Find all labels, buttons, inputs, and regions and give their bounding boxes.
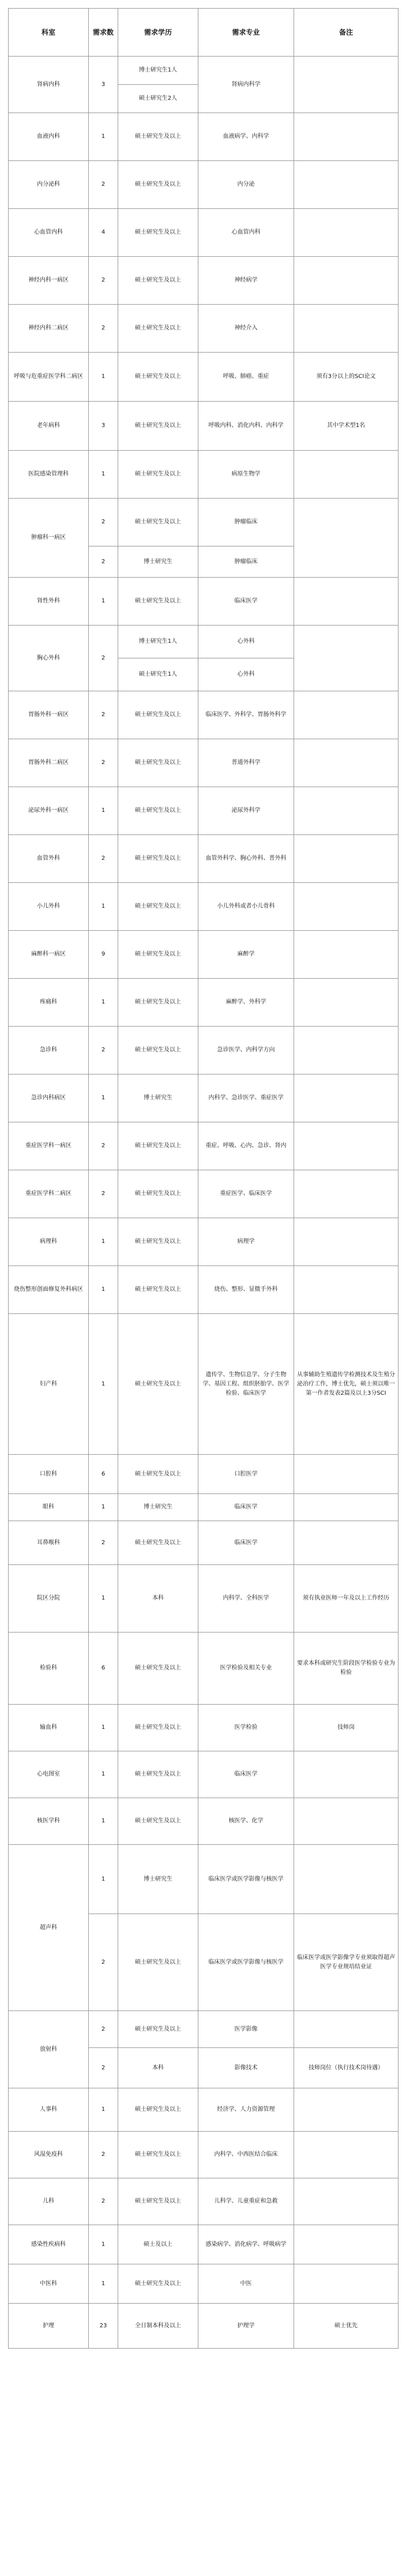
count-cell: 1: [89, 2225, 118, 2264]
major-cell: 烧伤、整形、显微手外科: [198, 1266, 294, 1314]
note-cell: [294, 691, 399, 739]
count-cell: 2: [89, 739, 118, 787]
count-cell: 1: [89, 883, 118, 931]
note-cell: [294, 2178, 399, 2225]
count-cell: 1: [89, 2088, 118, 2132]
education-cell: 博士研究生1人: [118, 626, 198, 658]
department-cell: 放射科: [9, 2011, 89, 2088]
department-cell: 核医学科: [9, 1798, 89, 1845]
education-cell: 硕士研究生及以上: [118, 1633, 198, 1705]
department-cell: 肿瘤科一病区: [9, 499, 89, 578]
note-cell: [294, 113, 399, 161]
table-row: [9, 402, 399, 451]
count-cell: 1: [89, 1266, 118, 1314]
education-cell: 硕士及以上: [118, 2225, 198, 2264]
major-cell: 核医学、化学: [198, 1798, 294, 1845]
education-cell: 硕士研究生及以上: [118, 113, 198, 161]
note-cell: [294, 2264, 399, 2304]
department-cell: 妇产科: [9, 1314, 89, 1455]
note-cell: [294, 1521, 399, 1565]
table-row: [9, 209, 399, 257]
department-cell: 呼吸与危重症医学科二病区: [9, 353, 89, 402]
education-cell: 硕士研究生及以上: [118, 1170, 198, 1218]
note-cell: [294, 1266, 399, 1314]
department-cell: 泌尿外科一病区: [9, 787, 89, 835]
table-row: [9, 883, 399, 931]
note-cell: [294, 1845, 399, 1914]
table-row: [9, 2011, 399, 2048]
department-cell: 病理科: [9, 1218, 89, 1266]
education-cell: 硕士研究生及以上: [118, 883, 198, 931]
major-cell: 肾病内科学: [198, 57, 294, 113]
department-cell: 急诊科: [9, 1027, 89, 1074]
major-cell: 临床医学: [198, 1494, 294, 1521]
note-cell: 其中学术型1名: [294, 402, 399, 451]
education-cell: 硕士研究生及以上: [118, 1266, 198, 1314]
count-cell: 2: [89, 1027, 118, 1074]
table-row: [9, 1122, 399, 1170]
major-cell: 呼吸、肺癌、重症: [198, 353, 294, 402]
department-cell: 胸心外科: [9, 626, 89, 691]
major-cell: 儿科学、儿童重症和急救: [198, 2178, 294, 2225]
count-cell: 2: [89, 2132, 118, 2178]
note-cell: [294, 1455, 399, 1494]
education-cell: 博士研究生: [118, 546, 198, 578]
department-cell: 心血管内科: [9, 209, 89, 257]
header-count: 需求数: [89, 9, 118, 57]
major-cell: 急诊医学、内科学方向: [198, 1027, 294, 1074]
department-cell: 神经内科二病区: [9, 305, 89, 353]
table-row: [9, 1751, 399, 1798]
major-cell: 内分泌: [198, 161, 294, 209]
department-cell: 神经内科一病区: [9, 257, 89, 305]
major-cell: 普通外科学: [198, 739, 294, 787]
table-row: [9, 1705, 399, 1751]
note-cell: [294, 2088, 399, 2132]
education-cell: 硕士研究生及以上: [118, 979, 198, 1027]
table-row: [9, 2178, 399, 2225]
major-cell: 遗传学、生物信息学、分子生物学、基因工程、组织胚胎学、医学检验、临床医学: [198, 1314, 294, 1455]
major-cell: 心外科: [198, 626, 294, 658]
table-row: [9, 578, 399, 626]
count-cell: 2: [89, 546, 118, 578]
major-cell: 小儿外科或者小儿骨科: [198, 883, 294, 931]
count-cell: 2: [89, 1170, 118, 1218]
header-row: [9, 9, 399, 57]
major-cell: 内科学、急诊医学、重症医学: [198, 1074, 294, 1122]
count-cell: 3: [89, 402, 118, 451]
education-cell: 硕士研究生及以上: [118, 931, 198, 979]
department-cell: 肾性外科: [9, 578, 89, 626]
table-row: [9, 1565, 399, 1633]
count-cell: 2: [89, 257, 118, 305]
count-cell: 2: [89, 2011, 118, 2048]
note-cell: 要求本科或研究生阶段医学检验专业为检验: [294, 1633, 399, 1705]
count-cell: 2: [89, 161, 118, 209]
count-cell: 4: [89, 209, 118, 257]
major-cell: 麻醉学、外科学: [198, 979, 294, 1027]
count-cell: 3: [89, 57, 118, 113]
department-cell: 耳鼻喉科: [9, 1521, 89, 1565]
count-cell: 1: [89, 1314, 118, 1455]
table-row: [9, 1455, 399, 1494]
count-cell: 1: [89, 787, 118, 835]
education-cell: 博士研究生1人: [118, 57, 198, 85]
department-cell: 输血科: [9, 1705, 89, 1751]
header-notes: 备注: [294, 9, 399, 57]
education-cell: 硕士研究生及以上: [118, 161, 198, 209]
major-cell: 心血管内科: [198, 209, 294, 257]
table-row: [9, 1494, 399, 1521]
department-cell: 感染性疾病科: [9, 2225, 89, 2264]
table-row: [9, 626, 399, 658]
table-row: [9, 57, 399, 85]
count-cell: 2: [89, 1122, 118, 1170]
education-cell: 硕士研究生及以上: [118, 257, 198, 305]
department-cell: 中医科: [9, 2264, 89, 2304]
note-cell: [294, 2225, 399, 2264]
major-cell: 呼吸内科、消化内科、内科学: [198, 402, 294, 451]
note-cell: [294, 209, 399, 257]
count-cell: 23: [89, 2304, 118, 2349]
education-cell: 硕士研究生及以上: [118, 1027, 198, 1074]
table-row: [9, 2264, 399, 2304]
education-cell: 硕士研究生及以上: [118, 1914, 198, 2011]
education-cell: 硕士研究生及以上: [118, 2011, 198, 2048]
table-row: [9, 1170, 399, 1218]
table-row: [9, 1074, 399, 1122]
note-cell: [294, 1494, 399, 1521]
department-cell: 检验科: [9, 1633, 89, 1705]
count-cell: 2: [89, 499, 118, 546]
department-cell: 医院感染管理科: [9, 451, 89, 499]
note-cell: [294, 931, 399, 979]
major-cell: 麻醉学: [198, 931, 294, 979]
major-cell: 肿瘤临床: [198, 499, 294, 546]
count-cell: 1: [89, 1074, 118, 1122]
education-cell: 硕士研究生及以上: [118, 1798, 198, 1845]
note-cell: [294, 883, 399, 931]
department-cell: 院区分院: [9, 1565, 89, 1633]
education-cell: 硕士研究生及以上: [118, 499, 198, 546]
department-cell: 风湿免疫科: [9, 2132, 89, 2178]
education-cell: 硕士研究生及以上: [118, 1705, 198, 1751]
count-cell: 2: [89, 691, 118, 739]
count-cell: 6: [89, 1633, 118, 1705]
table-row: [9, 353, 399, 402]
count-cell: 1: [89, 451, 118, 499]
note-cell: 硕士优先: [294, 2304, 399, 2349]
department-cell: 儿科: [9, 2178, 89, 2225]
department-cell: 胃肠外科二病区: [9, 739, 89, 787]
department-cell: 胃肠外科一病区: [9, 691, 89, 739]
education-cell: 硕士研究生1人: [118, 658, 198, 691]
major-cell: 影像技术: [198, 2048, 294, 2088]
note-cell: [294, 1170, 399, 1218]
count-cell: 1: [89, 1751, 118, 1798]
count-cell: 1: [89, 979, 118, 1027]
note-cell: [294, 1027, 399, 1074]
major-cell: 临床医学、外科学、胃肠外科学: [198, 691, 294, 739]
note-cell: [294, 1074, 399, 1122]
education-cell: 硕士研究生及以上: [118, 2132, 198, 2178]
recruitment-table: [8, 8, 399, 2349]
education-cell: 硕士研究生2人: [118, 85, 198, 113]
count-cell: 2: [89, 1914, 118, 2011]
note-cell: 须有3分以上的SCI论文: [294, 353, 399, 402]
header-major: 需求专业: [198, 9, 294, 57]
major-cell: 临床医学或医学影像与核医学: [198, 1845, 294, 1914]
major-cell: 神经病学: [198, 257, 294, 305]
table-row: [9, 1521, 399, 1565]
header-education: 需求学历: [118, 9, 198, 57]
table-row: [9, 931, 399, 979]
department-cell: 心电图室: [9, 1751, 89, 1798]
count-cell: 2: [89, 305, 118, 353]
department-cell: 眼科: [9, 1494, 89, 1521]
department-cell: 麻醉科一病区: [9, 931, 89, 979]
count-cell: 2: [89, 2178, 118, 2225]
table-row: [9, 1218, 399, 1266]
education-cell: 博士研究生: [118, 1074, 198, 1122]
education-cell: 硕士研究生及以上: [118, 835, 198, 883]
table-row: [9, 691, 399, 739]
department-cell: 口腔科: [9, 1455, 89, 1494]
table-row: [9, 305, 399, 353]
education-cell: 硕士研究生及以上: [118, 2178, 198, 2225]
count-cell: 1: [89, 1218, 118, 1266]
major-cell: 感染病学、消化病学、呼吸病学: [198, 2225, 294, 2264]
table-row: [9, 499, 399, 546]
table-row: [9, 1266, 399, 1314]
major-cell: 临床医学: [198, 578, 294, 626]
table-row: [9, 1633, 399, 1705]
count-cell: 1: [89, 1565, 118, 1633]
education-cell: 硕士研究生及以上: [118, 209, 198, 257]
department-cell: 超声科: [9, 1845, 89, 2011]
education-cell: 硕士研究生及以上: [118, 2264, 198, 2304]
major-cell: 病理学: [198, 1218, 294, 1266]
note-cell: [294, 979, 399, 1027]
table-row: [9, 1027, 399, 1074]
count-cell: 1: [89, 1494, 118, 1521]
note-cell: 临床医学或医学影像学专业须取得超声医学专业规培结业证: [294, 1914, 399, 2011]
note-cell: [294, 1798, 399, 1845]
major-cell: 经济学、人力资源管理: [198, 2088, 294, 2132]
note-cell: [294, 2132, 399, 2178]
note-cell: [294, 1751, 399, 1798]
count-cell: 2: [89, 835, 118, 883]
department-cell: 疼痛科: [9, 979, 89, 1027]
note-cell: [294, 1122, 399, 1170]
education-cell: 硕士研究生及以上: [118, 305, 198, 353]
education-cell: 硕士研究生及以上: [118, 578, 198, 626]
note-cell: [294, 57, 399, 113]
count-cell: 6: [89, 1455, 118, 1494]
table-row: [9, 257, 399, 305]
department-cell: 肾病内科: [9, 57, 89, 113]
major-cell: 口腔医学: [198, 1455, 294, 1494]
note-cell: [294, 578, 399, 626]
major-cell: 重症、呼吸、心内、急诊、肾内: [198, 1122, 294, 1170]
department-cell: 重症医学科一病区: [9, 1122, 89, 1170]
note-cell: [294, 161, 399, 209]
major-cell: 医学检验及相关专业: [198, 1633, 294, 1705]
major-cell: 血管外科学、胸心外科、普外科: [198, 835, 294, 883]
department-cell: 血液内科: [9, 113, 89, 161]
major-cell: 临床医学或医学影像与核医学: [198, 1914, 294, 2011]
note-cell: [294, 305, 399, 353]
count-cell: 1: [89, 113, 118, 161]
note-cell: [294, 626, 399, 691]
table-row: [9, 451, 399, 499]
note-cell: [294, 2011, 399, 2048]
note-cell: 技师岗位（执行技术岗待遇）: [294, 2048, 399, 2088]
count-cell: 1: [89, 1798, 118, 1845]
table-row: [9, 1845, 399, 1914]
education-cell: 硕士研究生及以上: [118, 1122, 198, 1170]
major-cell: 医学检验: [198, 1705, 294, 1751]
note-cell: [294, 499, 399, 578]
count-cell: 1: [89, 2264, 118, 2304]
header-department: 科室: [9, 9, 89, 57]
education-cell: 本科: [118, 1565, 198, 1633]
department-cell: 人事科: [9, 2088, 89, 2132]
education-cell: 本科: [118, 2048, 198, 2088]
note-cell: 须有执业医师一年及以上工作经历: [294, 1565, 399, 1633]
education-cell: 硕士研究生及以上: [118, 1455, 198, 1494]
major-cell: 中医: [198, 2264, 294, 2304]
education-cell: 硕士研究生及以上: [118, 1218, 198, 1266]
table-row: [9, 835, 399, 883]
department-cell: 内分泌科: [9, 161, 89, 209]
department-cell: 烧伤整形创面修复外科病区: [9, 1266, 89, 1314]
major-cell: 病原生物学: [198, 451, 294, 499]
table-row: [9, 1798, 399, 1845]
table-row: [9, 161, 399, 209]
education-cell: 硕士研究生及以上: [118, 1751, 198, 1798]
table-row: [9, 2304, 399, 2349]
education-cell: 硕士研究生及以上: [118, 1314, 198, 1455]
department-cell: 重症医学科二病区: [9, 1170, 89, 1218]
table-row: [9, 2225, 399, 2264]
major-cell: 神经介入: [198, 305, 294, 353]
education-cell: 硕士研究生及以上: [118, 739, 198, 787]
education-cell: 硕士研究生及以上: [118, 402, 198, 451]
major-cell: 心外科: [198, 658, 294, 691]
education-cell: 硕士研究生及以上: [118, 691, 198, 739]
education-cell: 全日制本科及以上: [118, 2304, 198, 2349]
major-cell: 血液病学、内科学: [198, 113, 294, 161]
department-cell: 老年病科: [9, 402, 89, 451]
count-cell: 9: [89, 931, 118, 979]
education-cell: 硕士研究生及以上: [118, 353, 198, 402]
major-cell: 内科学、中西医结合临床: [198, 2132, 294, 2178]
education-cell: 博士研究生: [118, 1845, 198, 1914]
education-cell: 硕士研究生及以上: [118, 451, 198, 499]
count-cell: 1: [89, 1845, 118, 1914]
major-cell: 内科学、全科医学: [198, 1565, 294, 1633]
count-cell: 2: [89, 626, 118, 691]
note-cell: [294, 835, 399, 883]
note-cell: [294, 451, 399, 499]
note-cell: [294, 787, 399, 835]
department-cell: 护理: [9, 2304, 89, 2349]
table-row: [9, 787, 399, 835]
department-cell: 急诊内科病区: [9, 1074, 89, 1122]
department-cell: 小儿外科: [9, 883, 89, 931]
table-row: [9, 979, 399, 1027]
education-cell: 硕士研究生及以上: [118, 1521, 198, 1565]
note-cell: 技师岗: [294, 1705, 399, 1751]
count-cell: 2: [89, 1521, 118, 1565]
major-cell: 重症医学、临床医学: [198, 1170, 294, 1218]
major-cell: 临床医学: [198, 1521, 294, 1565]
major-cell: 肿瘤临床: [198, 546, 294, 578]
note-cell: [294, 1218, 399, 1266]
major-cell: 临床医学: [198, 1751, 294, 1798]
major-cell: 医学影像: [198, 2011, 294, 2048]
education-cell: 硕士研究生及以上: [118, 787, 198, 835]
education-cell: 硕士研究生及以上: [118, 2088, 198, 2132]
count-cell: 1: [89, 1705, 118, 1751]
table-row: [9, 739, 399, 787]
count-cell: 2: [89, 2048, 118, 2088]
major-cell: 护理学: [198, 2304, 294, 2349]
table-row: [9, 2132, 399, 2178]
note-cell: [294, 739, 399, 787]
table-row: [9, 113, 399, 161]
count-cell: 1: [89, 353, 118, 402]
education-cell: 博士研究生: [118, 1494, 198, 1521]
table-row: [9, 1314, 399, 1455]
count-cell: 1: [89, 578, 118, 626]
major-cell: 泌尿外科学: [198, 787, 294, 835]
note-cell: 从事辅助生殖遗传学检测技术及生殖分泌治疗工作，博士优先，硕士须以唯一第一作者发表2篇及以上3分SCI: [294, 1314, 399, 1455]
table-row: [9, 2088, 399, 2132]
department-cell: 血管外科: [9, 835, 89, 883]
note-cell: [294, 257, 399, 305]
